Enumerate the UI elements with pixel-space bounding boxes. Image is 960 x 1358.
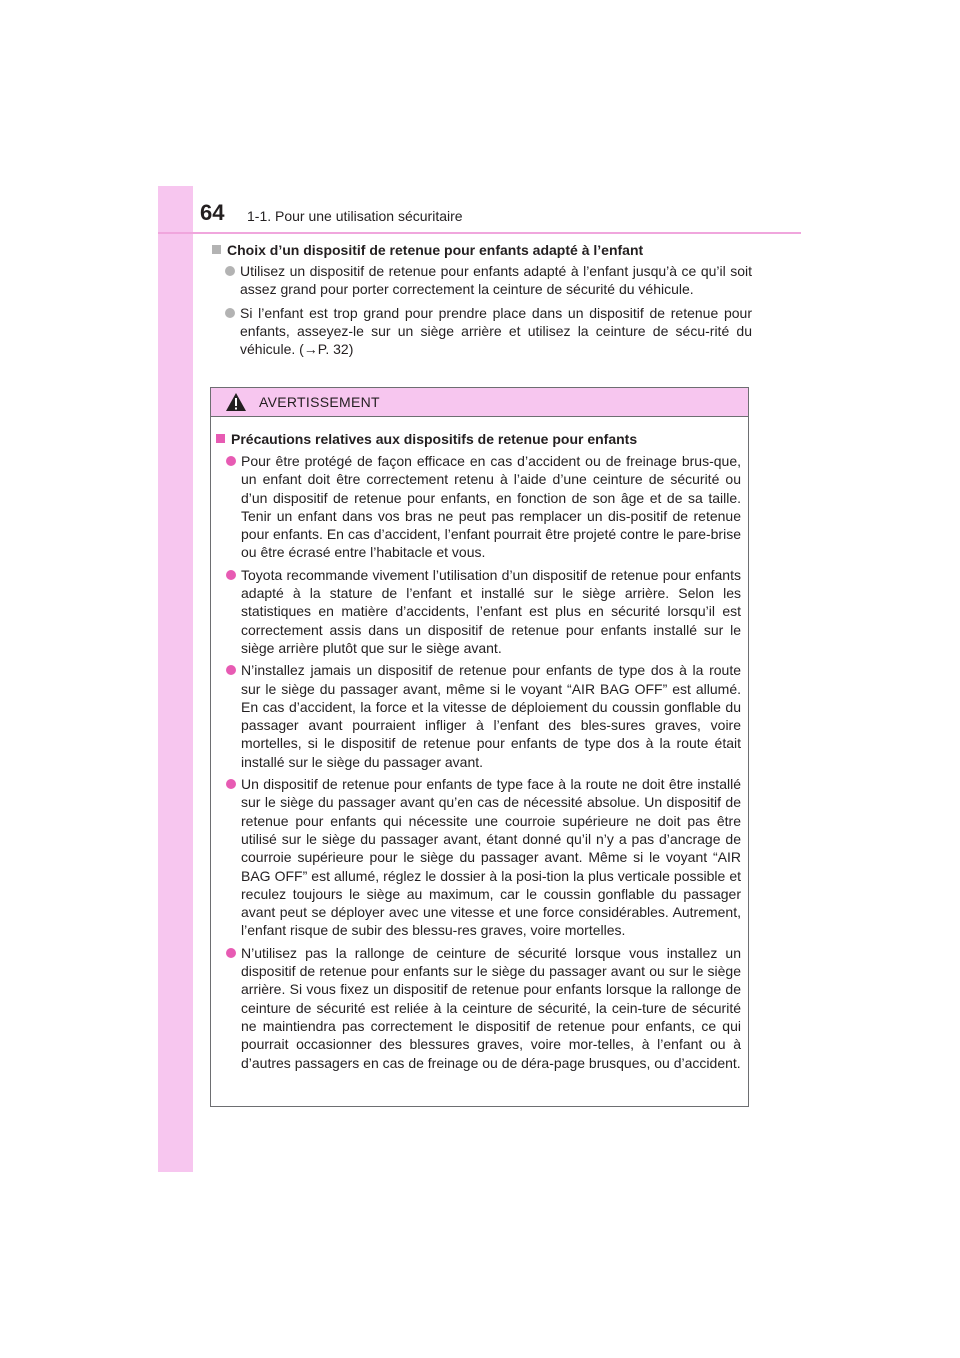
square-bullet-icon bbox=[212, 245, 221, 254]
warning-triangle-icon bbox=[225, 392, 247, 412]
warning-bullet bbox=[226, 944, 741, 1072]
warning-bullet-text: N’installez jamais un dispositif de retenue pour enfants de type dos à la route sur le siège du passager avant, même si le voyant “AIR BAG OFF” est allumé. En cas d’accident, la force et la vitesse de déploiement du coussin gonflable du passager avant pourraient infliger à l’enfant des bles-sures graves, voire mortelles, si le dispositif de retenue pour enfants de type dos à la route était installé sur le siège du passager avant. bbox=[241, 662, 741, 770]
intro-bullet bbox=[225, 262, 752, 299]
intro-bullet bbox=[225, 304, 752, 359]
square-bullet-icon bbox=[216, 434, 225, 443]
warning-heading bbox=[216, 430, 741, 449]
bullet-dot-icon bbox=[226, 456, 236, 466]
warning-bullet-text: N’utilisez pas la rallonge de ceinture de sécurité lorsque vous installez un dispositif de retenue pour enfants sur le siège du passager avant ou sur le siège arrière. Si vous fixez un dispositif de retenue pour enfants lorsque la rallonge de ceinture de sécurité est reliée à la ceinture de sécurité, la cein-ture de sécurité ne maintiendra pas correctement le dispositif de retenue pour enfants, ce qui pourrait occasionner des blessures graves, voire mor-telles, à l’enfant ou à d’autres passagers en cas de freinage ou de déra-page brusques, ou d’accident. bbox=[241, 944, 741, 1071]
warning-heading-text: Précautions relatives aux dispositifs de retenue pour enfants bbox=[231, 431, 638, 447]
intro-bullet-text: Si l’enfant est trop grand pour prendre place dans un dispositif de retenue pour enfants, asseyez-le sur un siège arrière et utilisez la ceinture de sécu-rité du véhicule. (→P. 32) bbox=[240, 304, 752, 358]
bullet-dot-icon bbox=[226, 665, 236, 675]
bullet-dot-icon bbox=[226, 779, 236, 789]
warning-box bbox=[210, 387, 749, 1107]
warning-bullet bbox=[226, 661, 741, 771]
chapter-side-tab bbox=[158, 186, 193, 1172]
warning-title: AVERTISSEMENT bbox=[259, 394, 380, 410]
warning-bullet bbox=[226, 775, 741, 940]
section-title: 1-1. Pour une utilisation sécuritaire bbox=[247, 208, 463, 224]
bullet-dot-icon bbox=[225, 308, 235, 318]
warning-bullet-text: Toyota recommande vivement l’utilisation d’un dispositif de retenue pour enfants adapté à la stature de l’enfant et installé sur le siège arrière. Selon les statistiques en matière d’accidents, l’enfant est plus en sécurité lorsqu’il est correctement assis dans un dispositif de retenue pour enfants installé sur le siège arrière plutôt que sur le siège avant. bbox=[241, 566, 741, 656]
intro-bullet-text: Utilisez un dispositif de retenue pour enfants adapté à l’enfant jusqu’à ce qu’il soit assez grand pour porter correctement la ceinture de sécurité du véhicule. bbox=[240, 263, 752, 298]
warning-bullet-text: Pour être protégé de façon efficace en cas d’accident ou de freinage brus-que, un enfant doit être correctement retenu à l’aide d’une ceinture de sécurité ou d’un dispositif de retenue pour enfants, en fonction de son âge et de sa taille. Tenir un enfant dans vos bras ne peut pas remplacer un dis-positif de retenue pour enfants. En cas d’accident, l’enfant pourrait être projeté contre le pare-brise ou être écrasé entre l’habitacle et vous. bbox=[241, 453, 741, 561]
bullet-dot-icon bbox=[226, 570, 236, 580]
warning-bullet-text: Un dispositif de retenue pour enfants de type face à la route ne doit être installé sur le siège du passager avant qu’en cas de nécessité absolue. Un dispositif de retenue pour enfants qui nécessite une courroie supérieure ne doit pas être utilisé sur le siège du passager avant, étant donné qu’il n’y a pas d’ancrage de courroie supérieure pour le siège du passager avant. Même si le voyant “AIR BAG OFF” est allumé, réglez le dossier à la posi-tion la plus verticale possible et reculez toujours le siège au maximum, car le coussin gonflable du passager avant peut se déployer avec une vitesse et une force considérables. Autrement, l’enfant risque de subir des blessu-res graves, voire mortelles. bbox=[241, 776, 741, 939]
warning-bullet bbox=[226, 566, 741, 657]
bullet-dot-icon bbox=[226, 948, 236, 958]
page-number: 64 bbox=[200, 200, 225, 225]
warning-header bbox=[211, 388, 748, 417]
intro-heading bbox=[212, 241, 752, 260]
intro-heading-text: Choix d’un dispositif de retenue pour enfants adapté à l’enfant bbox=[227, 242, 644, 258]
warning-bullet bbox=[226, 452, 741, 562]
header-divider bbox=[158, 232, 801, 234]
warning-body bbox=[211, 417, 748, 1072]
intro-section bbox=[212, 241, 752, 363]
bullet-dot-icon bbox=[225, 266, 235, 276]
